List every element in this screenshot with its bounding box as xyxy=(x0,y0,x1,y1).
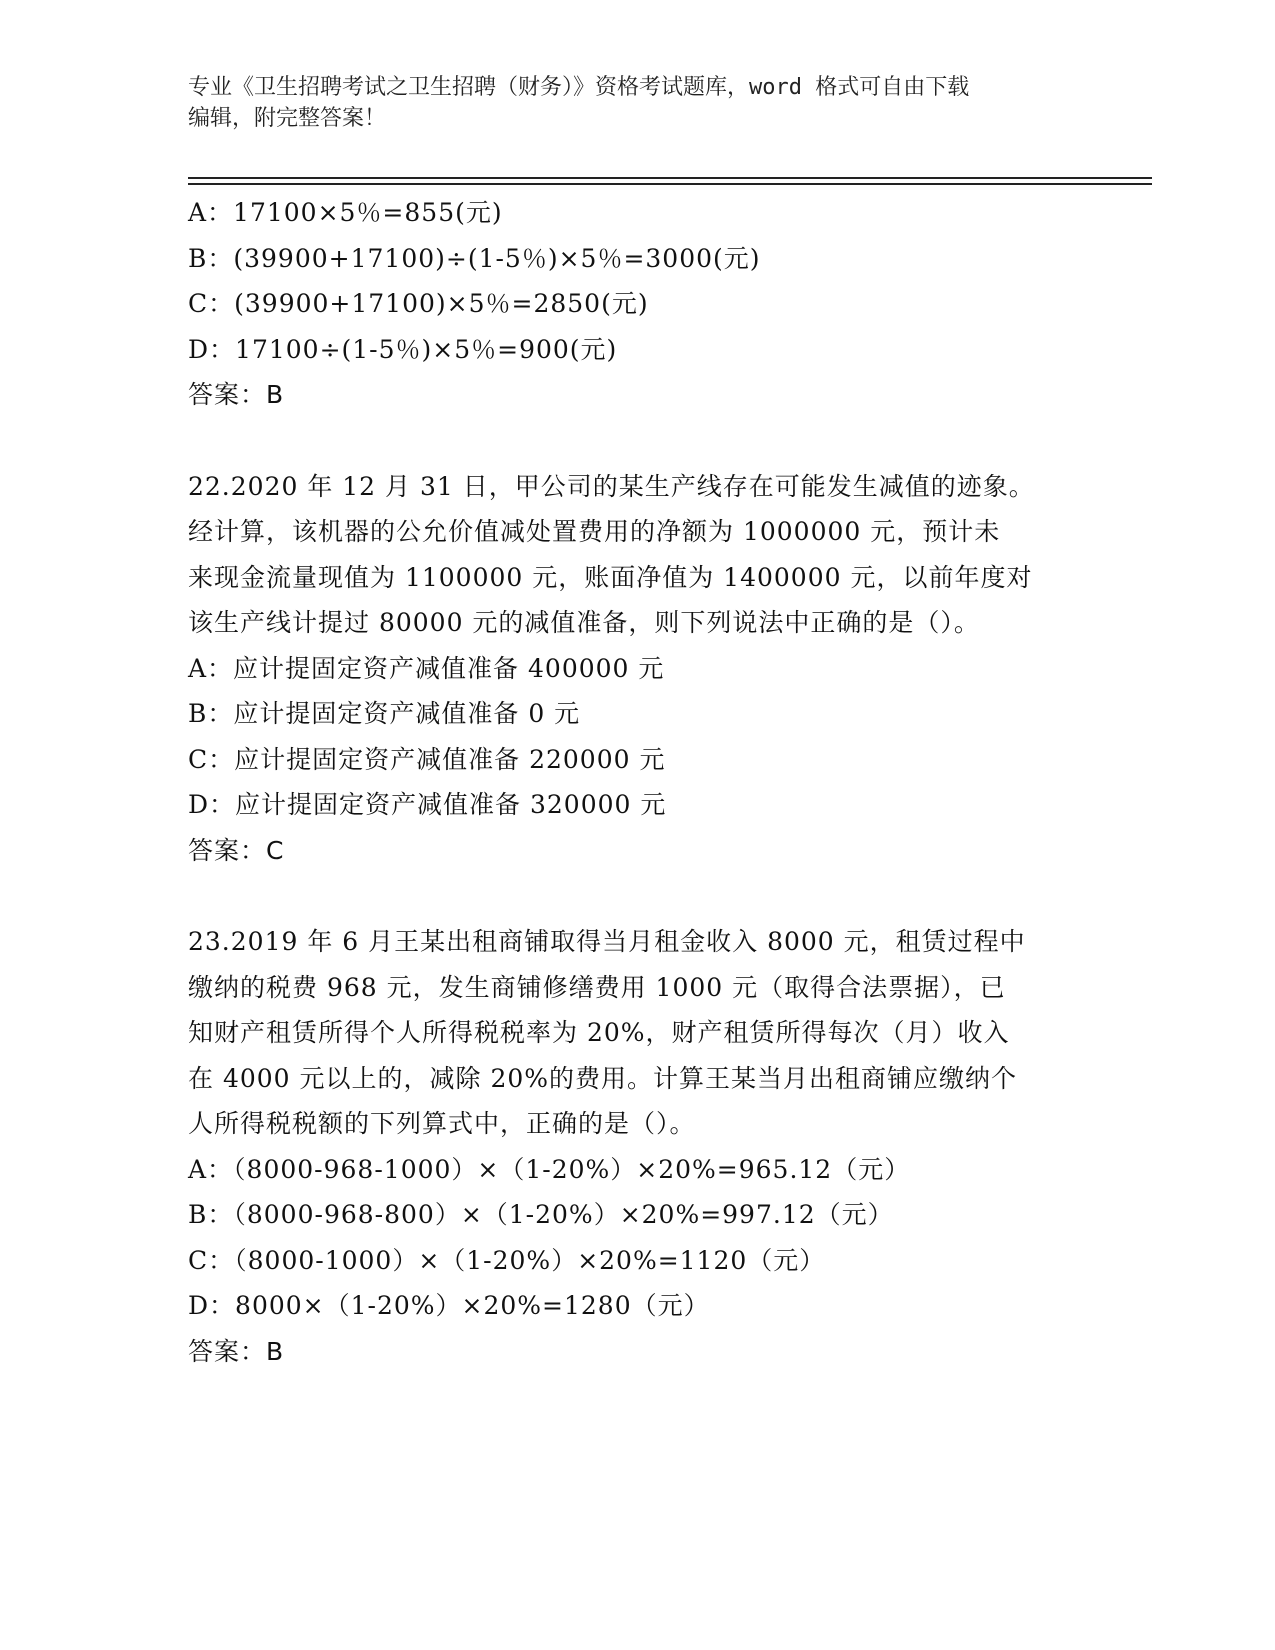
answer: 答案：B xyxy=(188,380,285,409)
document-header xyxy=(188,72,1088,134)
question-stem-line: 该生产线计提过 80000 元的减值准备，则下列说法中正确的是（）。 xyxy=(188,608,980,637)
question-stem-line: 22.2020 年 12 月 31 日，甲公司的某生产线存在可能发生减值的迹象。 xyxy=(188,471,1035,501)
question-22 xyxy=(188,464,1088,874)
header-rule-top xyxy=(188,177,1152,179)
answer: 答案：C xyxy=(188,835,285,865)
option-b: B：（8000-968-800）×（1-20%）×20%=997.12（元） xyxy=(188,1200,894,1229)
spacer xyxy=(188,418,1088,464)
option-d: D：应计提固定资产减值准备 320000 元 xyxy=(188,790,667,819)
option-a: A：应计提固定资产减值准备 400000 元 xyxy=(188,653,665,683)
option-a: A：（8000-968-1000）×（1-20%）×20%=965.12（元） xyxy=(188,1154,911,1184)
option-d: D：17100÷(1-5％)×5％=900(元) xyxy=(188,334,618,364)
option-c: C：(39900+17100)×5％=2850(元) xyxy=(188,289,649,318)
option-d: D：8000×（1-20%）×20%=1280（元） xyxy=(188,1291,710,1320)
option-a: A：17100×5％=855(元) xyxy=(188,198,503,227)
question-stem-line: 来现金流量现值为 1100000 元，账面净值为 1400000 元，以前年度对 xyxy=(188,562,1033,592)
question-21 xyxy=(188,190,1088,418)
document-body xyxy=(188,190,1088,1374)
question-stem-line: 在 4000 元以上的，减除 20%的费用。计算王某当月出租商铺应缴纳个 xyxy=(188,1063,1018,1093)
question-stem-line: 缴纳的税费 968 元，发生商铺修缮费用 1000 元（取得合法票据），已 xyxy=(188,972,1006,1002)
question-stem-line: 知财产租赁所得个人所得税税率为 20%，财产租赁所得每次（月）收入 xyxy=(188,1018,1010,1047)
question-stem-line: 23.2019 年 6 月王某出租商铺取得当月租金收入 8000 元，租赁过程中 xyxy=(188,927,1026,956)
answer: 答案：B xyxy=(188,1336,285,1366)
question-stem-line: 经计算，该机器的公允价值减处置费用的净额为 1000000 元，预计未 xyxy=(188,517,1001,546)
option-c: C：应计提固定资产减值准备 220000 元 xyxy=(188,744,666,774)
option-b: B：应计提固定资产减值准备 0 元 xyxy=(188,699,581,728)
spacer xyxy=(188,873,1088,919)
question-stem-line: 人所得税税额的下列算式中，正确的是（）。 xyxy=(188,1109,696,1138)
header-rule-bottom xyxy=(188,183,1152,185)
header-line-2: 编辑，附完整答案！ xyxy=(188,106,387,131)
header-line-1: 专业《卫生招聘考试之卫生招聘（财务）》资格考试题库，word 格式可自由下载 xyxy=(188,75,970,100)
option-b: B：(39900+17100)÷(1-5％)×5％=3000(元) xyxy=(188,243,761,273)
question-23 xyxy=(188,919,1088,1374)
option-c: C：（8000-1000）×（1-20%）×20%=1120（元） xyxy=(188,1245,826,1275)
